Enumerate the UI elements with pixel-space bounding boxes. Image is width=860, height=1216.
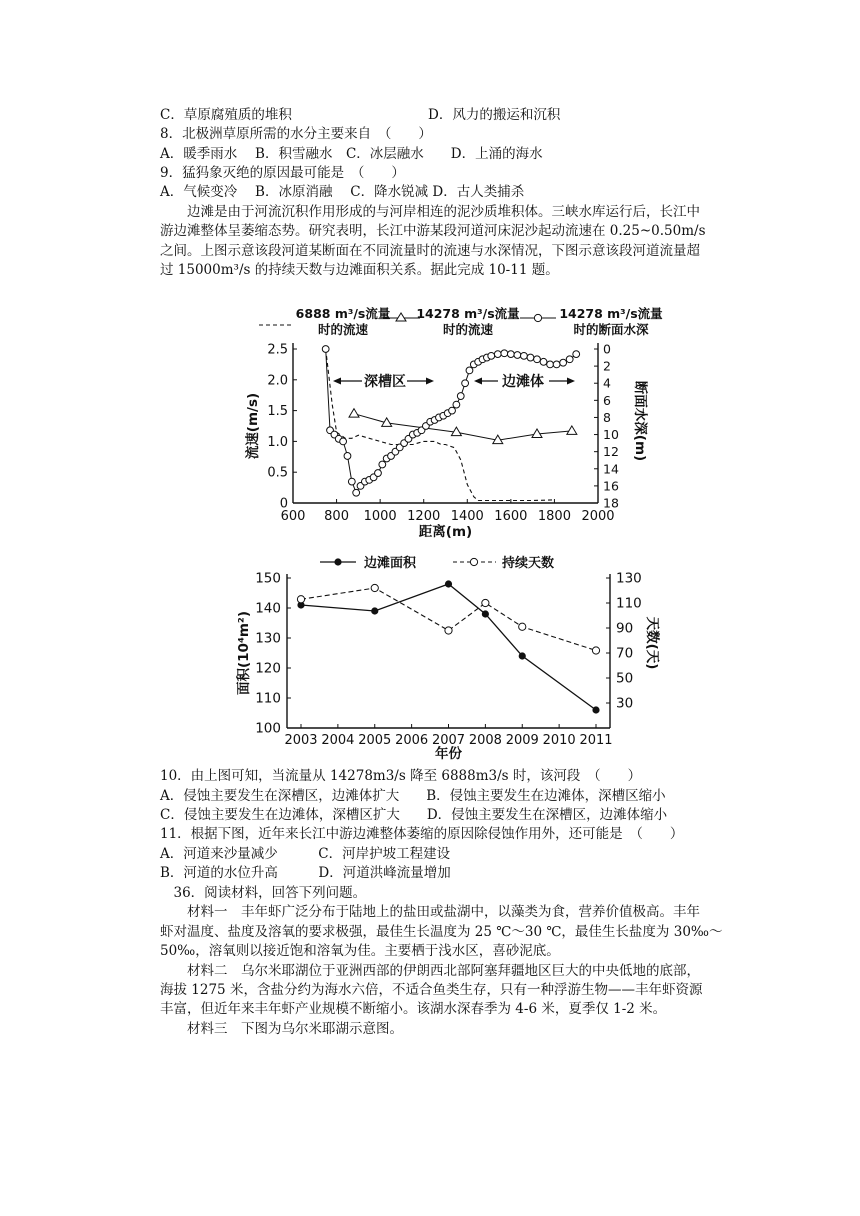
bar-area-days-chart xyxy=(235,555,661,762)
passage-line-4: 过 15000m³/s 的持续天数与边滩面积关系。据此完成 10-11 题。 xyxy=(160,262,559,278)
series-days-point xyxy=(592,647,599,654)
y2-tick-label: 6 xyxy=(603,392,611,408)
material-2-line-2: 海拔 1275 米，含盐分约为海水六倍，不适合鱼类生存，只有一种浮游生物——丰年虾资源 xyxy=(160,982,703,998)
y-axis-label: 面积(10⁴m²) xyxy=(236,610,252,696)
x-tick-label: 2004 xyxy=(321,733,355,748)
y2-tick-label: 70 xyxy=(616,645,634,662)
deep-channel-arrowhead-right xyxy=(426,378,434,385)
series-area-point xyxy=(592,706,599,713)
y2-tick-label: 110 xyxy=(616,595,642,612)
y-tick-label: 120 xyxy=(255,660,281,677)
y2-tick-label: 90 xyxy=(616,620,634,637)
legend-marker-triangle xyxy=(396,313,406,321)
series-days-point xyxy=(519,623,526,630)
series-days-point xyxy=(371,584,378,591)
y2-tick-label: 10 xyxy=(603,427,619,443)
passage-line-1: 边滩是由于河流沉积作用形成的与河岸相连的泥沙质堆积体。三峡水库运行后，长江中 xyxy=(160,204,700,220)
material-3: 材料三 下图为乌尔米耶湖示意图。 xyxy=(160,1021,403,1037)
series-6888-velocity-line xyxy=(326,349,555,501)
series-14278-depth-point xyxy=(553,361,560,368)
y-tick-label: 140 xyxy=(255,600,281,617)
q7-option-c: C．草原腐殖质的堆积 xyxy=(160,107,292,123)
series-area-line xyxy=(301,584,596,710)
y-tick-label: 100 xyxy=(255,720,281,737)
y2-tick-label: 2 xyxy=(603,358,611,374)
flow-velocity-depth-chart xyxy=(244,306,663,540)
x-tick-label: 2006 xyxy=(395,733,429,748)
material-1-line-1: 材料一 丰年虾广泛分布于陆地上的盐田或盐湖中，以藻类为食，营养价值极高。丰年 xyxy=(160,904,700,920)
y2-tick-label: 130 xyxy=(616,570,642,587)
series-14278-depth-point xyxy=(344,453,351,460)
x-tick-label: 1000 xyxy=(363,509,397,524)
y2-tick-label: 8 xyxy=(603,409,611,425)
material-2-line-1: 材料二 乌尔米耶湖位于亚洲西部的伊朗西北部阿塞拜疆地区巨大的中央低地的底部， xyxy=(160,963,700,979)
y2-tick-label: 14 xyxy=(603,461,619,477)
series-14278-velocity-point xyxy=(567,426,577,435)
series-14278-depth-point xyxy=(566,356,573,363)
legend-label-line2: 时的断面水深 xyxy=(573,322,649,337)
x-tick-label: 2007 xyxy=(431,733,466,748)
x-tick-label: 2009 xyxy=(505,733,539,748)
y-tick-label: 2.5 xyxy=(267,342,288,358)
material-2-line-3: 丰富，但近年来丰年虾产业规模不断缩小。该湖水深春季为 4-6 米，夏季仅 1-2 米。 xyxy=(160,1001,667,1017)
series-14278-depth-point xyxy=(488,352,495,359)
question-10: 10．由上图可知，当流量从 14278m3/s 降至 6888m3/s 时，该河段 （ ） xyxy=(160,768,642,784)
annotation-deep-channel: 深槽区 xyxy=(364,374,406,390)
passage-line-2: 游边滩整体呈萎缩态势。研究表明，长江中游某段河道河床泥沙起动流速在 0.25~0.50m/s xyxy=(160,223,706,239)
legend-label-line1: 14278 m³/s流量 xyxy=(559,306,663,321)
series-14278-depth-point xyxy=(521,352,528,359)
series-14278-depth-point xyxy=(457,393,464,400)
x-tick-label: 2005 xyxy=(358,733,392,748)
series-14278-depth-point xyxy=(514,352,521,359)
y-tick-label: 150 xyxy=(255,570,281,587)
series-14278-depth-point xyxy=(375,470,382,477)
series-14278-depth-point xyxy=(322,346,329,353)
series-14278-velocity-point xyxy=(349,409,359,418)
x-tick-label: 600 xyxy=(280,509,306,524)
question-11: 11．根据下图，近年来长江中游边滩整体萎缩的原因除侵蚀作用外，还可能是 （ ） xyxy=(160,826,684,842)
series-14278-depth-point xyxy=(466,367,473,374)
question-36: 36．阅读材料，回答下列问题。 xyxy=(160,885,367,901)
x-tick-label: 2008 xyxy=(468,733,502,748)
y2-tick-label: 50 xyxy=(616,670,634,687)
y-tick-label: 1.0 xyxy=(267,434,288,450)
series-14278-depth-point xyxy=(501,350,508,357)
q7-option-d: D．风力的搬运和沉积 xyxy=(428,107,561,123)
legend-label-area: 边滩面积 xyxy=(364,556,417,571)
passage-line-3: 之间。上图示意该段河道某断面在不同流量时的流速与水深情况，下图示意该段河道流量超 xyxy=(160,243,700,259)
series-14278-depth-point xyxy=(379,461,386,468)
y-tick-label: 1.5 xyxy=(267,404,288,420)
x-tick-label: 2000 xyxy=(581,509,615,524)
x-tick-label: 1600 xyxy=(494,509,528,524)
y2-axis-label: 天数(天) xyxy=(644,616,660,670)
question-8-options: A．暖季雨水 B．积雪融水 C．冰层融水 D．上涌的海水 xyxy=(160,146,543,162)
series-area-point xyxy=(445,580,452,587)
legend-label-days: 持续天数 xyxy=(502,556,555,571)
legend-label-line1: 6888 m³/s流量 xyxy=(295,306,391,321)
material-1-line-2: 虾对温度、盐度及溶氧的要求极强，最佳生长温度为 25 ℃～30 ℃，最佳生长盐度为 30‰～ xyxy=(160,924,723,940)
legend-marker-circle xyxy=(534,314,541,321)
y2-tick-label: 30 xyxy=(616,695,634,712)
series-days-line xyxy=(301,588,596,651)
y-tick-label: 0.5 xyxy=(267,465,288,481)
question-10-options-cd: C．侵蚀主要发生在边滩体，深槽区扩大 D．侵蚀主要发生在深槽区，边滩体缩小 xyxy=(160,807,668,823)
series-14278-depth-point xyxy=(507,351,514,358)
y2-tick-label: 16 xyxy=(603,478,619,494)
y-axis-label: 流速(m/s) xyxy=(245,392,261,460)
y2-axis-label: 断面水深(m) xyxy=(632,380,648,462)
x-tick-label: 2010 xyxy=(542,733,576,748)
x-axis-label: 年份 xyxy=(435,746,462,762)
series-14278-depth-point xyxy=(449,407,456,414)
bar-arrowhead-right xyxy=(567,378,575,385)
series-14278-depth-point xyxy=(527,354,534,361)
deep-channel-arrowhead-left xyxy=(333,378,341,385)
y-tick-label: 0 xyxy=(279,496,288,512)
series-14278-depth-point xyxy=(348,478,355,485)
annotation-point-bar: 边滩体 xyxy=(502,374,544,390)
series-14278-depth-point xyxy=(560,359,567,366)
question-9: 9．猛犸象灭绝的原因最可能是 （ ） xyxy=(160,165,405,181)
question-8: 8．北极洲草原所需的水分主要来自 （ ） xyxy=(160,126,432,142)
legend-label-line1: 14278 m³/s流量 xyxy=(416,306,520,321)
series-14278-depth-point xyxy=(340,438,347,445)
x-tick-label: 1800 xyxy=(537,509,571,524)
legend-label-line2: 时的流速 xyxy=(317,322,369,337)
series-days-point xyxy=(445,627,452,634)
series-14278-depth-point xyxy=(453,401,460,408)
y-tick-label: 2.0 xyxy=(267,373,288,389)
legend-marker-days-dot xyxy=(470,558,477,565)
series-14278-depth-point xyxy=(462,380,469,387)
question-11-options-bd: B．河道的水位升高 D．河道洪峰流量增加 xyxy=(160,865,451,881)
series-14278-depth-line xyxy=(326,349,577,493)
y2-tick-label: 0 xyxy=(603,341,611,357)
question-9-options: A．气候变冷 B．冰原消融 C．降水锐减 D．古人类捕杀 xyxy=(160,184,525,200)
x-axis-label: 距离(m) xyxy=(418,524,473,540)
series-14278-depth-point xyxy=(534,356,541,363)
series-area-point xyxy=(371,607,378,614)
material-1-line-3: 50‰，溶氧则以接近饱和溶氧为佳。主要栖于浅水区，喜砂泥底。 xyxy=(160,943,560,959)
question-10-options-ab: A．侵蚀主要发生在深槽区，边滩体扩大 B．侵蚀主要发生在边滩体，深槽区缩小 xyxy=(160,788,666,804)
x-tick-label: 2003 xyxy=(284,733,318,748)
series-14278-depth-point xyxy=(573,351,580,358)
series-14278-depth-point xyxy=(547,361,554,368)
y2-tick-label: 18 xyxy=(603,495,619,511)
series-14278-depth-point xyxy=(353,489,360,496)
x-tick-label: 1400 xyxy=(450,509,484,524)
x-tick-label: 2011 xyxy=(579,733,613,748)
y2-tick-label: 12 xyxy=(603,444,619,460)
series-days-point xyxy=(297,596,304,603)
x-tick-label: 800 xyxy=(324,509,349,524)
question-11-options-ac: A．河道来沙量减少 C．河岸护坡工程建设 xyxy=(160,846,451,862)
y-tick-label: 110 xyxy=(255,690,281,707)
legend-marker-area-dot xyxy=(334,558,341,565)
y2-tick-label: 4 xyxy=(603,375,611,391)
series-14278-depth-point xyxy=(540,358,547,365)
bar-arrowhead-left xyxy=(474,378,482,385)
series-days-point xyxy=(482,599,489,606)
series-area-point xyxy=(519,652,526,659)
legend-label-line2: 时的流速 xyxy=(442,322,494,337)
series-14278-depth-point xyxy=(494,351,501,358)
series-area-point xyxy=(482,610,489,617)
y-tick-label: 130 xyxy=(255,630,281,647)
x-tick-label: 1200 xyxy=(407,509,441,524)
